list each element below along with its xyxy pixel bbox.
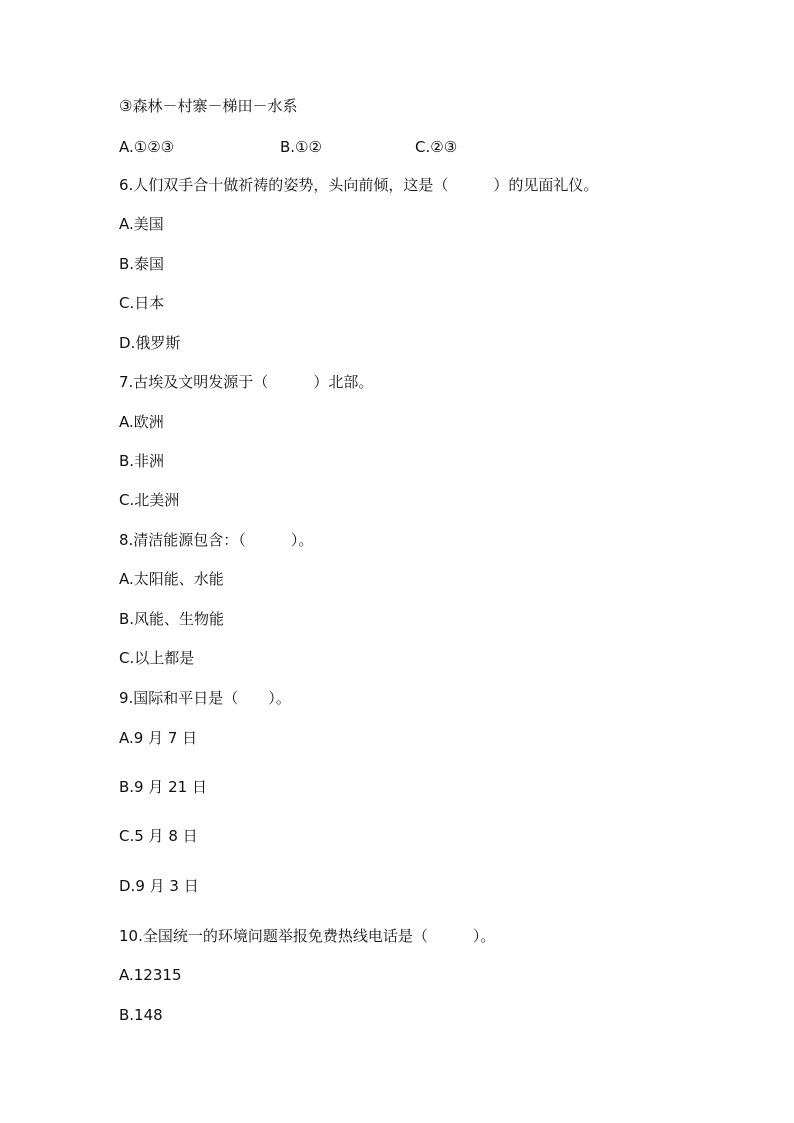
q9-option-b: B.9 月 21 日 (119, 778, 207, 796)
q7-option-c: C.北美洲 (119, 491, 180, 509)
q6-option-c: C.日本 (119, 294, 165, 312)
q5-option-a: A.①②③ (119, 138, 175, 156)
q6-option-d: D.俄罗斯 (119, 334, 181, 352)
q9-option-a: A.9 月 7 日 (119, 729, 198, 747)
q9-option-c: C.5 月 8 日 (119, 827, 198, 845)
q6-question: 6.人们双手合十做祈祷的姿势，头向前倾，这是（ ）的见面礼仪。 (119, 176, 599, 194)
q6-option-b: B.泰国 (119, 255, 165, 273)
q10-question: 10.全国统一的环境问题举报免费热线电话是（ ）。 (119, 927, 496, 945)
q7-option-a: A.欧洲 (119, 413, 164, 431)
q9-option-d: D.9 月 3 日 (119, 877, 199, 895)
q8-option-a: A.太阳能、水能 (119, 570, 224, 588)
q10-option-b: B.148 (119, 1006, 163, 1024)
q6-option-a: A.美国 (119, 215, 164, 233)
q8-option-c: C.以上都是 (119, 649, 195, 667)
q10-option-a: A.12315 (119, 966, 182, 984)
q9-question: 9.国际和平日是（ ）。 (119, 689, 291, 707)
q8-question: 8.清洁能源包含：（ ）。 (119, 531, 314, 549)
q7-option-b: B.非洲 (119, 452, 165, 470)
q5-option-c: C.②③ (415, 138, 458, 156)
q8-option-b: B.风能、生物能 (119, 610, 225, 628)
q5-item-3: ③森林－村寨－梯田－水系 (119, 97, 298, 115)
q5-option-b: B.①② (280, 138, 322, 156)
q7-question: 7.古埃及文明发源于（ ）北部。 (119, 373, 374, 391)
